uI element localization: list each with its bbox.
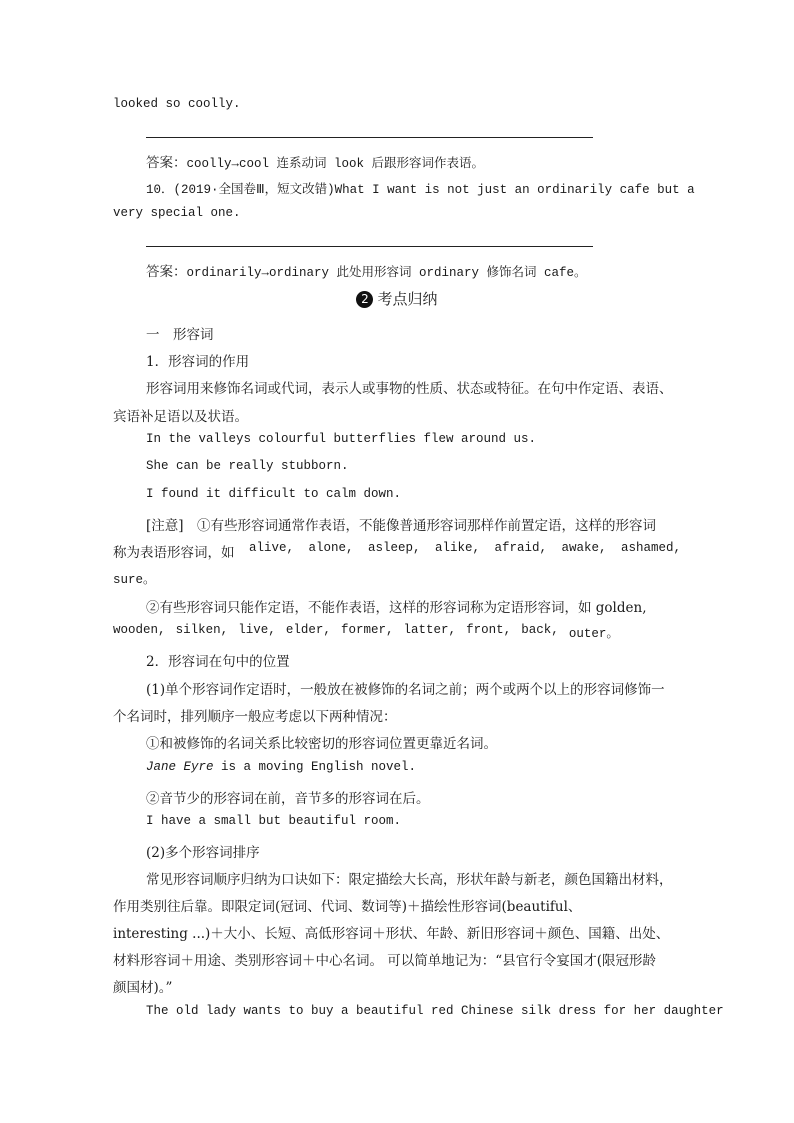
answer-blank-line — [146, 246, 593, 247]
answer-blank-line — [146, 137, 593, 138]
section-heading — [0, 288, 794, 309]
paragraph-line: (1)单个形容词作定语时，一般放在被修饰的名词之前；两个或两个以上的形容词修饰一 — [146, 682, 665, 698]
example-sentence: The old lady wants to buy a beautiful red Chinese silk dress for her daughter — [146, 1004, 724, 1018]
word-item: outer。 — [568, 627, 619, 641]
word-item: ashamed, — [620, 541, 681, 555]
note-line: sure。 — [113, 573, 156, 587]
word-item: latter, — [403, 623, 457, 637]
example-rest: is a moving English novel. — [213, 760, 417, 774]
example-sentence — [146, 760, 416, 774]
word-item: alike, — [434, 541, 480, 555]
note-word-list — [113, 541, 681, 561]
book-title: Jane Eyre — [146, 760, 214, 774]
word-item: alone, — [308, 541, 354, 555]
answer-text: coolly→cool 连系动词 look 后跟形容词作表语。 — [186, 157, 485, 171]
note-line: [注意] ①有些形容词通常作表语，不能像普通形容词那样作前置定语，这样的形容词 — [146, 518, 657, 534]
word-item: back, — [521, 623, 559, 637]
example-sentence: I have a small but beautiful room. — [146, 814, 402, 828]
note-line: ②有些形容词只能作定语，不能作表语，这样的形容词称为定语形容词，如 golden, — [146, 600, 647, 616]
rule-line: ①和被修饰的名词关系比较密切的形容词位置更靠近名词。 — [146, 736, 497, 752]
example-sentence: She can be really stubborn. — [146, 459, 349, 473]
word-item: live, — [238, 623, 276, 637]
paragraph-line: 材料形容词＋用途、类别形容词＋中心名词。 可以简单地记为：“县官行令宴国才(限冠形龄 — [113, 953, 656, 969]
paragraph-line: 形容词用来修饰名词或代词，表示人或事物的性质、状态或特征。在句中作定语、表语、 — [146, 381, 673, 397]
note-word-list — [113, 623, 619, 641]
word-item: alive, — [248, 541, 294, 555]
section-title: 考点归纳 — [377, 290, 438, 308]
rule-line: ②音节少的形容词在前，音节多的形容词在后。 — [146, 791, 430, 807]
paragraph-line: 作用类别往后靠。即限定词(冠词、代词、数词等)＋描绘性形容词(beautiful、 — [113, 899, 582, 915]
exercise-tail-sentence: looked so coolly. — [113, 97, 241, 111]
word-item: silken, — [175, 623, 229, 637]
paragraph-line: 颜国材)。” — [113, 980, 173, 996]
word-item: former, — [340, 623, 394, 637]
answer-10 — [146, 260, 587, 280]
section-number-badge: 2 — [356, 291, 373, 308]
word-item: front, — [466, 623, 512, 637]
example-sentence: In the valleys colourful butterflies flew around us. — [146, 432, 537, 446]
heading-adjective-order: (2)多个形容词排序 — [146, 845, 260, 861]
word-item: elder, — [285, 623, 331, 637]
example-sentence: I found it difficult to calm down. — [146, 487, 402, 501]
word-item: wooden, — [113, 623, 166, 637]
answer-9 — [146, 151, 484, 171]
question-10-line-1: 10．(2019·全国卷Ⅲ，短文改错)What I want is not just an ordinarily cafe but a — [146, 183, 695, 197]
note-prefix: 称为表语形容词，如 — [113, 545, 235, 561]
answer-text: ordinarily→ordinary 此处用形容词 ordinary 修饰名词 cafe。 — [186, 266, 587, 280]
paragraph-line: 常见形容词顺序归纳为口诀如下：限定描绘大长高，形状年龄与新老，颜色国籍出材料， — [146, 872, 673, 888]
word-item: awake, — [561, 541, 607, 555]
word-item: afraid, — [494, 541, 547, 555]
paragraph-line: 宾语补足语以及状语。 — [113, 409, 248, 425]
answer-label: 答案： — [146, 264, 187, 280]
question-10-line-2: very special one. — [113, 206, 241, 220]
paragraph-line: 个名词时，排列顺序一般应考虑以下两种情况： — [113, 709, 397, 725]
heading-adjective-function: 1．形容词的作用 — [146, 354, 250, 370]
answer-label: 答案： — [146, 155, 187, 171]
heading-adjective-position: 2．形容词在句中的位置 — [146, 654, 290, 670]
word-item: asleep, — [367, 541, 421, 555]
part-heading: 一 形容词 — [146, 327, 214, 343]
paragraph-line: interesting ...)＋大小、长短、高低形容词＋形状、年龄、新旧形容词＋颜色、国籍、出处、 — [113, 926, 670, 942]
